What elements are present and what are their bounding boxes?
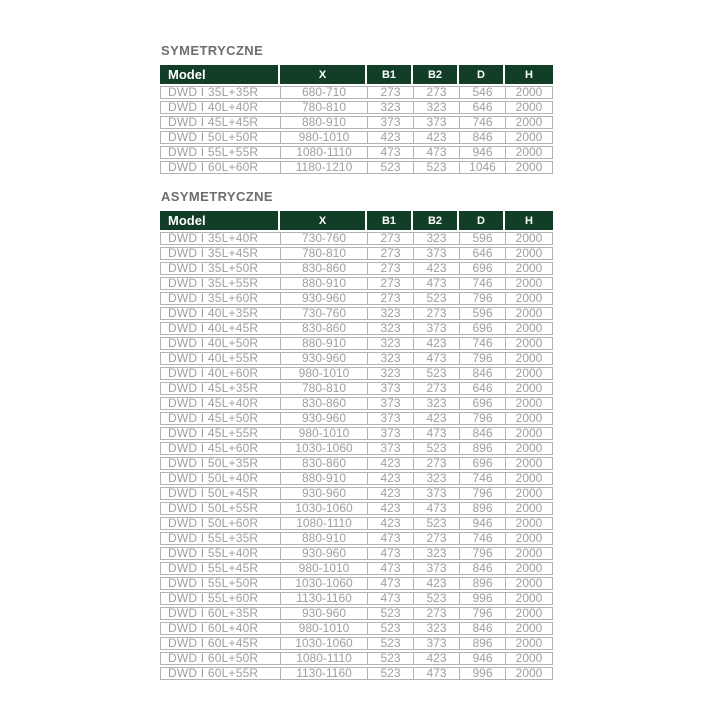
value-cell: 996 bbox=[459, 592, 505, 605]
value-cell: 523 bbox=[413, 292, 459, 305]
value-cell: 423 bbox=[367, 517, 413, 530]
table-row bbox=[160, 637, 553, 650]
value-cell: 846 bbox=[459, 131, 505, 144]
table-row bbox=[160, 532, 553, 545]
value-cell: 273 bbox=[413, 532, 459, 545]
table-row bbox=[160, 367, 553, 380]
value-cell: 323 bbox=[367, 307, 413, 320]
value-cell: 2000 bbox=[505, 442, 553, 455]
value-cell: 780-810 bbox=[280, 101, 367, 114]
model-cell: DWD I 45L+55R bbox=[160, 427, 280, 440]
column-header-d: D bbox=[459, 65, 505, 84]
table-row bbox=[160, 86, 553, 99]
value-cell: 373 bbox=[367, 397, 413, 410]
value-cell: 473 bbox=[367, 532, 413, 545]
model-cell: DWD I 40L+45R bbox=[160, 322, 280, 335]
value-cell: 596 bbox=[459, 232, 505, 245]
model-cell: DWD I 60L+60R bbox=[160, 161, 280, 174]
table-title: ASYMETRYCZNE bbox=[161, 189, 273, 204]
value-cell: 273 bbox=[413, 86, 459, 99]
model-cell: DWD I 60L+35R bbox=[160, 607, 280, 620]
model-cell: DWD I 55L+60R bbox=[160, 592, 280, 605]
value-cell: 696 bbox=[459, 322, 505, 335]
value-cell: 980-1010 bbox=[280, 562, 367, 575]
model-cell: DWD I 60L+40R bbox=[160, 622, 280, 635]
value-cell: 796 bbox=[459, 352, 505, 365]
value-cell: 2000 bbox=[505, 277, 553, 290]
value-cell: 880-910 bbox=[280, 116, 367, 129]
value-cell: 2000 bbox=[505, 427, 553, 440]
value-cell: 373 bbox=[413, 562, 459, 575]
table-row bbox=[160, 161, 553, 174]
table-row bbox=[160, 382, 553, 395]
value-cell: 373 bbox=[367, 427, 413, 440]
value-cell: 2000 bbox=[505, 502, 553, 515]
model-cell: DWD I 35L+45R bbox=[160, 247, 280, 260]
value-cell: 930-960 bbox=[280, 292, 367, 305]
header-row bbox=[160, 211, 553, 230]
value-cell: 846 bbox=[459, 622, 505, 635]
value-cell: 523 bbox=[413, 161, 459, 174]
table-row bbox=[160, 116, 553, 129]
value-cell: 780-810 bbox=[280, 382, 367, 395]
table-row bbox=[160, 622, 553, 635]
value-cell: 523 bbox=[367, 652, 413, 665]
table-row bbox=[160, 427, 553, 440]
table-row bbox=[160, 277, 553, 290]
value-cell: 473 bbox=[367, 562, 413, 575]
table-row bbox=[160, 337, 553, 350]
column-header-model: Model bbox=[160, 211, 280, 230]
value-cell: 946 bbox=[459, 652, 505, 665]
value-cell: 523 bbox=[413, 517, 459, 530]
value-cell: 273 bbox=[413, 607, 459, 620]
value-cell: 2000 bbox=[505, 622, 553, 635]
model-cell: DWD I 60L+45R bbox=[160, 637, 280, 650]
table-row bbox=[160, 292, 553, 305]
value-cell: 2000 bbox=[505, 146, 553, 159]
model-cell: DWD I 45L+60R bbox=[160, 442, 280, 455]
table-row bbox=[160, 307, 553, 320]
value-cell: 596 bbox=[459, 307, 505, 320]
value-cell: 2000 bbox=[505, 337, 553, 350]
value-cell: 2000 bbox=[505, 247, 553, 260]
value-cell: 273 bbox=[367, 262, 413, 275]
value-cell: 746 bbox=[459, 116, 505, 129]
value-cell: 2000 bbox=[505, 562, 553, 575]
model-cell: DWD I 40L+60R bbox=[160, 367, 280, 380]
value-cell: 473 bbox=[413, 667, 459, 680]
value-cell: 980-1010 bbox=[280, 622, 367, 635]
value-cell: 2000 bbox=[505, 412, 553, 425]
value-cell: 646 bbox=[459, 382, 505, 395]
value-cell: 1180-1210 bbox=[280, 161, 367, 174]
value-cell: 423 bbox=[367, 472, 413, 485]
value-cell: 2000 bbox=[505, 367, 553, 380]
value-cell: 373 bbox=[367, 412, 413, 425]
value-cell: 423 bbox=[367, 487, 413, 500]
value-cell: 2000 bbox=[505, 592, 553, 605]
value-cell: 323 bbox=[413, 397, 459, 410]
value-cell: 1030-1060 bbox=[280, 442, 367, 455]
value-cell: 1030-1060 bbox=[280, 637, 367, 650]
column-header-b1: B1 bbox=[367, 211, 413, 230]
value-cell: 2000 bbox=[505, 101, 553, 114]
model-cell: DWD I 40L+40R bbox=[160, 101, 280, 114]
value-cell: 2000 bbox=[505, 116, 553, 129]
column-header-b2: B2 bbox=[413, 211, 459, 230]
table-body bbox=[160, 86, 553, 174]
value-cell: 1080-1110 bbox=[280, 517, 367, 530]
value-cell: 2000 bbox=[505, 307, 553, 320]
value-cell: 2000 bbox=[505, 161, 553, 174]
value-cell: 2000 bbox=[505, 322, 553, 335]
value-cell: 323 bbox=[367, 101, 413, 114]
value-cell: 373 bbox=[367, 442, 413, 455]
value-cell: 523 bbox=[413, 592, 459, 605]
value-cell: 373 bbox=[413, 116, 459, 129]
value-cell: 880-910 bbox=[280, 532, 367, 545]
model-cell: DWD I 55L+35R bbox=[160, 532, 280, 545]
value-cell: 2000 bbox=[505, 457, 553, 470]
value-cell: 273 bbox=[413, 382, 459, 395]
value-cell: 830-860 bbox=[280, 457, 367, 470]
value-cell: 423 bbox=[367, 457, 413, 470]
value-cell: 880-910 bbox=[280, 337, 367, 350]
value-cell: 896 bbox=[459, 442, 505, 455]
table-row bbox=[160, 397, 553, 410]
value-cell: 423 bbox=[367, 131, 413, 144]
column-header-h: H bbox=[505, 65, 553, 84]
value-cell: 996 bbox=[459, 667, 505, 680]
model-cell: DWD I 50L+35R bbox=[160, 457, 280, 470]
value-cell: 2000 bbox=[505, 232, 553, 245]
value-cell: 846 bbox=[459, 427, 505, 440]
model-cell: DWD I 55L+55R bbox=[160, 146, 280, 159]
value-cell: 523 bbox=[367, 161, 413, 174]
value-cell: 946 bbox=[459, 146, 505, 159]
table-row bbox=[160, 232, 553, 245]
value-cell: 980-1010 bbox=[280, 427, 367, 440]
model-cell: DWD I 45L+35R bbox=[160, 382, 280, 395]
value-cell: 880-910 bbox=[280, 472, 367, 485]
value-cell: 2000 bbox=[505, 382, 553, 395]
model-cell: DWD I 35L+35R bbox=[160, 86, 280, 99]
value-cell: 523 bbox=[413, 442, 459, 455]
value-cell: 523 bbox=[367, 622, 413, 635]
size-table bbox=[160, 63, 553, 176]
value-cell: 980-1010 bbox=[280, 367, 367, 380]
value-cell: 646 bbox=[459, 247, 505, 260]
table-row bbox=[160, 517, 553, 530]
value-cell: 473 bbox=[367, 146, 413, 159]
value-cell: 323 bbox=[367, 322, 413, 335]
value-cell: 896 bbox=[459, 502, 505, 515]
value-cell: 896 bbox=[459, 637, 505, 650]
model-cell: DWD I 50L+55R bbox=[160, 502, 280, 515]
model-cell: DWD I 40L+55R bbox=[160, 352, 280, 365]
table-row bbox=[160, 607, 553, 620]
value-cell: 473 bbox=[367, 547, 413, 560]
model-cell: DWD I 35L+50R bbox=[160, 262, 280, 275]
value-cell: 1030-1060 bbox=[280, 577, 367, 590]
table-row bbox=[160, 101, 553, 114]
value-cell: 746 bbox=[459, 532, 505, 545]
value-cell: 273 bbox=[367, 277, 413, 290]
value-cell: 930-960 bbox=[280, 352, 367, 365]
table-row bbox=[160, 412, 553, 425]
value-cell: 2000 bbox=[505, 577, 553, 590]
value-cell: 1130-1160 bbox=[280, 667, 367, 680]
value-cell: 930-960 bbox=[280, 487, 367, 500]
value-cell: 2000 bbox=[505, 517, 553, 530]
value-cell: 523 bbox=[367, 637, 413, 650]
value-cell: 2000 bbox=[505, 397, 553, 410]
value-cell: 323 bbox=[413, 232, 459, 245]
table-row bbox=[160, 322, 553, 335]
value-cell: 2000 bbox=[505, 652, 553, 665]
value-cell: 946 bbox=[459, 517, 505, 530]
model-cell: DWD I 60L+55R bbox=[160, 667, 280, 680]
table-row bbox=[160, 472, 553, 485]
value-cell: 423 bbox=[413, 412, 459, 425]
value-cell: 323 bbox=[413, 622, 459, 635]
value-cell: 323 bbox=[413, 472, 459, 485]
value-cell: 423 bbox=[413, 577, 459, 590]
value-cell: 373 bbox=[413, 322, 459, 335]
value-cell: 523 bbox=[367, 607, 413, 620]
column-header-x: X bbox=[280, 211, 367, 230]
model-cell: DWD I 60L+50R bbox=[160, 652, 280, 665]
table-row bbox=[160, 146, 553, 159]
table-row bbox=[160, 592, 553, 605]
model-cell: DWD I 40L+35R bbox=[160, 307, 280, 320]
model-cell: DWD I 50L+60R bbox=[160, 517, 280, 530]
value-cell: 273 bbox=[367, 86, 413, 99]
value-cell: 780-810 bbox=[280, 247, 367, 260]
value-cell: 423 bbox=[413, 652, 459, 665]
value-cell: 2000 bbox=[505, 131, 553, 144]
value-cell: 930-960 bbox=[280, 607, 367, 620]
value-cell: 796 bbox=[459, 487, 505, 500]
value-cell: 323 bbox=[367, 337, 413, 350]
value-cell: 680-710 bbox=[280, 86, 367, 99]
table-row bbox=[160, 352, 553, 365]
table-row bbox=[160, 262, 553, 275]
table-row bbox=[160, 487, 553, 500]
value-cell: 796 bbox=[459, 412, 505, 425]
tables-root bbox=[160, 43, 720, 682]
model-cell: DWD I 50L+45R bbox=[160, 487, 280, 500]
model-cell: DWD I 35L+55R bbox=[160, 277, 280, 290]
value-cell: 373 bbox=[367, 382, 413, 395]
value-cell: 830-860 bbox=[280, 322, 367, 335]
value-cell: 646 bbox=[459, 101, 505, 114]
value-cell: 423 bbox=[413, 337, 459, 350]
size-table bbox=[160, 209, 553, 682]
table-body bbox=[160, 232, 553, 680]
value-cell: 473 bbox=[413, 146, 459, 159]
table-row bbox=[160, 442, 553, 455]
value-cell: 2000 bbox=[505, 532, 553, 545]
model-cell: DWD I 55L+50R bbox=[160, 577, 280, 590]
table-row bbox=[160, 247, 553, 260]
table-row bbox=[160, 131, 553, 144]
value-cell: 830-860 bbox=[280, 262, 367, 275]
table-row bbox=[160, 562, 553, 575]
value-cell: 2000 bbox=[505, 86, 553, 99]
value-cell: 323 bbox=[367, 367, 413, 380]
model-cell: DWD I 35L+60R bbox=[160, 292, 280, 305]
value-cell: 323 bbox=[413, 101, 459, 114]
value-cell: 696 bbox=[459, 457, 505, 470]
table-row bbox=[160, 667, 553, 680]
table-row bbox=[160, 547, 553, 560]
value-cell: 2000 bbox=[505, 487, 553, 500]
table-row bbox=[160, 502, 553, 515]
value-cell: 880-910 bbox=[280, 277, 367, 290]
model-cell: DWD I 50L+40R bbox=[160, 472, 280, 485]
value-cell: 696 bbox=[459, 262, 505, 275]
value-cell: 2000 bbox=[505, 667, 553, 680]
table-row bbox=[160, 652, 553, 665]
value-cell: 2000 bbox=[505, 607, 553, 620]
value-cell: 696 bbox=[459, 397, 505, 410]
size-table-section bbox=[160, 43, 720, 176]
model-cell: DWD I 35L+40R bbox=[160, 232, 280, 245]
value-cell: 273 bbox=[367, 292, 413, 305]
value-cell: 323 bbox=[413, 547, 459, 560]
value-cell: 473 bbox=[367, 592, 413, 605]
value-cell: 746 bbox=[459, 472, 505, 485]
model-cell: DWD I 55L+45R bbox=[160, 562, 280, 575]
model-cell: DWD I 50L+50R bbox=[160, 131, 280, 144]
value-cell: 473 bbox=[413, 502, 459, 515]
value-cell: 373 bbox=[413, 487, 459, 500]
value-cell: 746 bbox=[459, 277, 505, 290]
value-cell: 1130-1160 bbox=[280, 592, 367, 605]
value-cell: 846 bbox=[459, 562, 505, 575]
table-title: SYMETRYCZNE bbox=[161, 43, 264, 58]
value-cell: 730-760 bbox=[280, 307, 367, 320]
value-cell: 2000 bbox=[505, 547, 553, 560]
value-cell: 473 bbox=[367, 577, 413, 590]
value-cell: 523 bbox=[367, 667, 413, 680]
model-cell: DWD I 45L+45R bbox=[160, 116, 280, 129]
column-header-d: D bbox=[459, 211, 505, 230]
model-cell: DWD I 45L+40R bbox=[160, 397, 280, 410]
value-cell: 473 bbox=[413, 427, 459, 440]
value-cell: 2000 bbox=[505, 292, 553, 305]
header-row bbox=[160, 65, 553, 84]
value-cell: 846 bbox=[459, 367, 505, 380]
value-cell: 523 bbox=[413, 367, 459, 380]
model-cell: DWD I 45L+50R bbox=[160, 412, 280, 425]
value-cell: 730-760 bbox=[280, 232, 367, 245]
value-cell: 273 bbox=[367, 232, 413, 245]
value-cell: 746 bbox=[459, 337, 505, 350]
size-table-section bbox=[160, 189, 720, 682]
value-cell: 2000 bbox=[505, 352, 553, 365]
value-cell: 423 bbox=[413, 131, 459, 144]
column-header-x: X bbox=[280, 65, 367, 84]
value-cell: 373 bbox=[367, 116, 413, 129]
value-cell: 930-960 bbox=[280, 547, 367, 560]
column-header-b2: B2 bbox=[413, 65, 459, 84]
value-cell: 473 bbox=[413, 277, 459, 290]
value-cell: 273 bbox=[367, 247, 413, 260]
value-cell: 796 bbox=[459, 292, 505, 305]
value-cell: 273 bbox=[413, 307, 459, 320]
value-cell: 1080-1110 bbox=[280, 146, 367, 159]
value-cell: 423 bbox=[413, 262, 459, 275]
value-cell: 1080-1110 bbox=[280, 652, 367, 665]
value-cell: 896 bbox=[459, 577, 505, 590]
table-row bbox=[160, 457, 553, 470]
column-header-h: H bbox=[505, 211, 553, 230]
value-cell: 796 bbox=[459, 547, 505, 560]
column-header-b1: B1 bbox=[367, 65, 413, 84]
value-cell: 2000 bbox=[505, 637, 553, 650]
value-cell: 1030-1060 bbox=[280, 502, 367, 515]
model-cell: DWD I 55L+40R bbox=[160, 547, 280, 560]
value-cell: 373 bbox=[413, 637, 459, 650]
value-cell: 930-960 bbox=[280, 412, 367, 425]
value-cell: 796 bbox=[459, 607, 505, 620]
value-cell: 423 bbox=[367, 502, 413, 515]
value-cell: 323 bbox=[367, 352, 413, 365]
value-cell: 1046 bbox=[459, 161, 505, 174]
column-header-model: Model bbox=[160, 65, 280, 84]
value-cell: 273 bbox=[413, 457, 459, 470]
value-cell: 473 bbox=[413, 352, 459, 365]
value-cell: 2000 bbox=[505, 262, 553, 275]
value-cell: 546 bbox=[459, 86, 505, 99]
table-row bbox=[160, 577, 553, 590]
value-cell: 980-1010 bbox=[280, 131, 367, 144]
value-cell: 2000 bbox=[505, 472, 553, 485]
value-cell: 830-860 bbox=[280, 397, 367, 410]
value-cell: 373 bbox=[413, 247, 459, 260]
model-cell: DWD I 40L+50R bbox=[160, 337, 280, 350]
